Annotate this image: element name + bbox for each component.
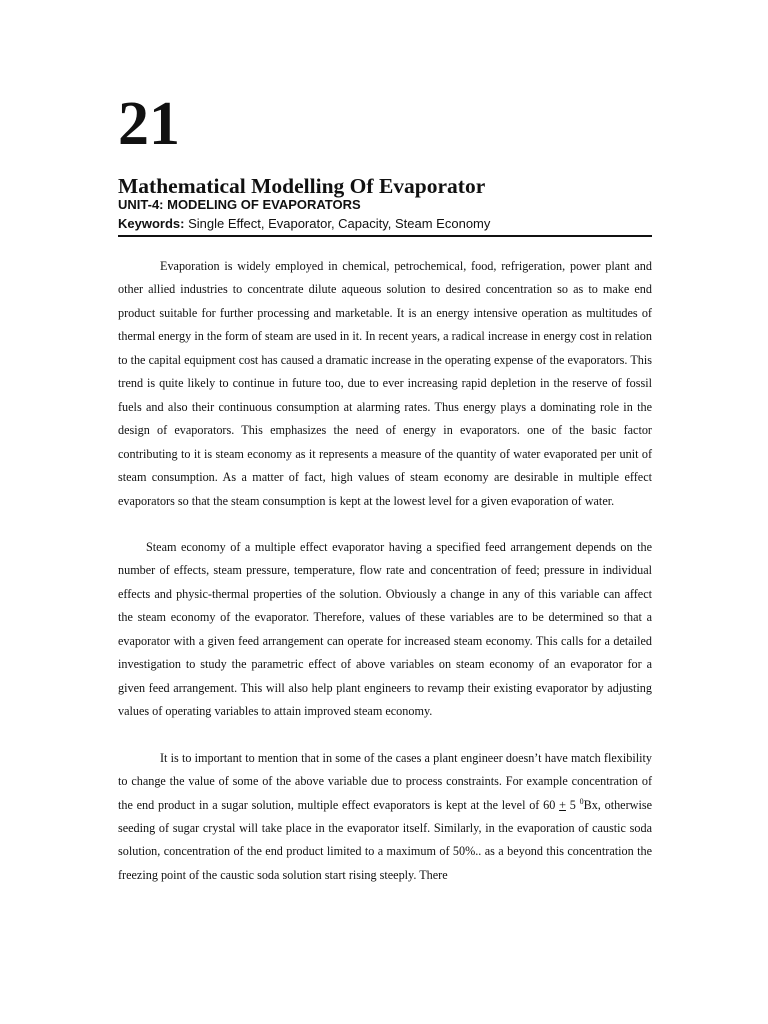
keywords-values: Single Effect, Evaporator, Capacity, Steam Economy xyxy=(188,216,491,231)
chapter-number: 21 xyxy=(118,90,180,158)
paragraph-3 xyxy=(118,747,652,888)
header-divider xyxy=(118,235,652,237)
keywords-label: Keywords: xyxy=(118,216,185,231)
plus-minus-sign: + xyxy=(559,797,566,812)
paragraph-3-part-a: It is to important to mention that in some of the cases a plant engineer doesn’t have match flexibility to change the value of some of the above variable due to process constraints. For example concentration of the end product in a sugar solution, multiple effect evaporators is kept at the level of 60 xyxy=(118,750,652,812)
paragraph-2: Steam economy of a multiple effect evaporator having a specified feed arrangement depends on the number of effects, steam pressure, temperature, flow rate and concentration of feed; pressure in individual effects and physic-thermal properties of the solution. Obviously a change in any of this variable can affect the steam economy of the evaporator. Therefore, values of these variables are to be determined so that a evaporator with a given feed arrangement can operate for increased steam economy. This calls for a detailed investigation to study the parametric effect of above variables on steam economy of an evaporator for a given feed arrangement. This will also help plant engineers to revamp their existing evaporator by adjusting values of operating variables to attain improved steam economy. xyxy=(118,539,652,719)
unit-heading: UNIT-4: MODELING OF EVAPORATORS xyxy=(118,197,361,212)
paragraph-3-part-b: 5 xyxy=(565,797,580,812)
body-text xyxy=(118,255,652,887)
degree-superscript: 0 xyxy=(579,796,584,806)
chapter-title: Mathematical Modelling Of Evaporator xyxy=(118,174,486,198)
paragraph-1: Evaporation is widely employed in chemical, petrochemical, food, refrigeration, power plant and other allied industries to concentrate dilute aqueous solution to desired concentration so as to make end product suitable for further processing and marketable. It is an energy intensive operation as multitudes of thermal energy in the form of steam are used in it. In recent years, a radical increase in energy cost in relation to the capital equipment cost has caused a dramatic increase in the operating expense of the evaporators. This trend is quite likely to continue in future too, due to ever increasing rapid depletion in the reserve of fossil fuels and also their continuous consumption at alarming rates. Thus energy plays a dominating role in the design of evaporators. This emphasizes the need of energy in evaporators. one of the basic factor contributing to it is steam economy as it represents a measure of the quantity of water evaporated per unit of steam consumption. As a matter of fact, high values of steam economy are desirable in multiple effect evaporators so that the steam consumption is kept at the lowest level for a given evaporation of water. xyxy=(118,259,652,508)
keywords-line xyxy=(118,215,490,232)
paragraph-3-part-c: Bx, otherwise seeding of sugar crystal will take place in the evaporator itself. Similarly, in the evaporation of caustic soda solution, concentration of the end product limited to a maximum of 50%.. as a beyond this concentration the freezing point of the caustic soda solution start rising steeply. There xyxy=(118,797,652,882)
